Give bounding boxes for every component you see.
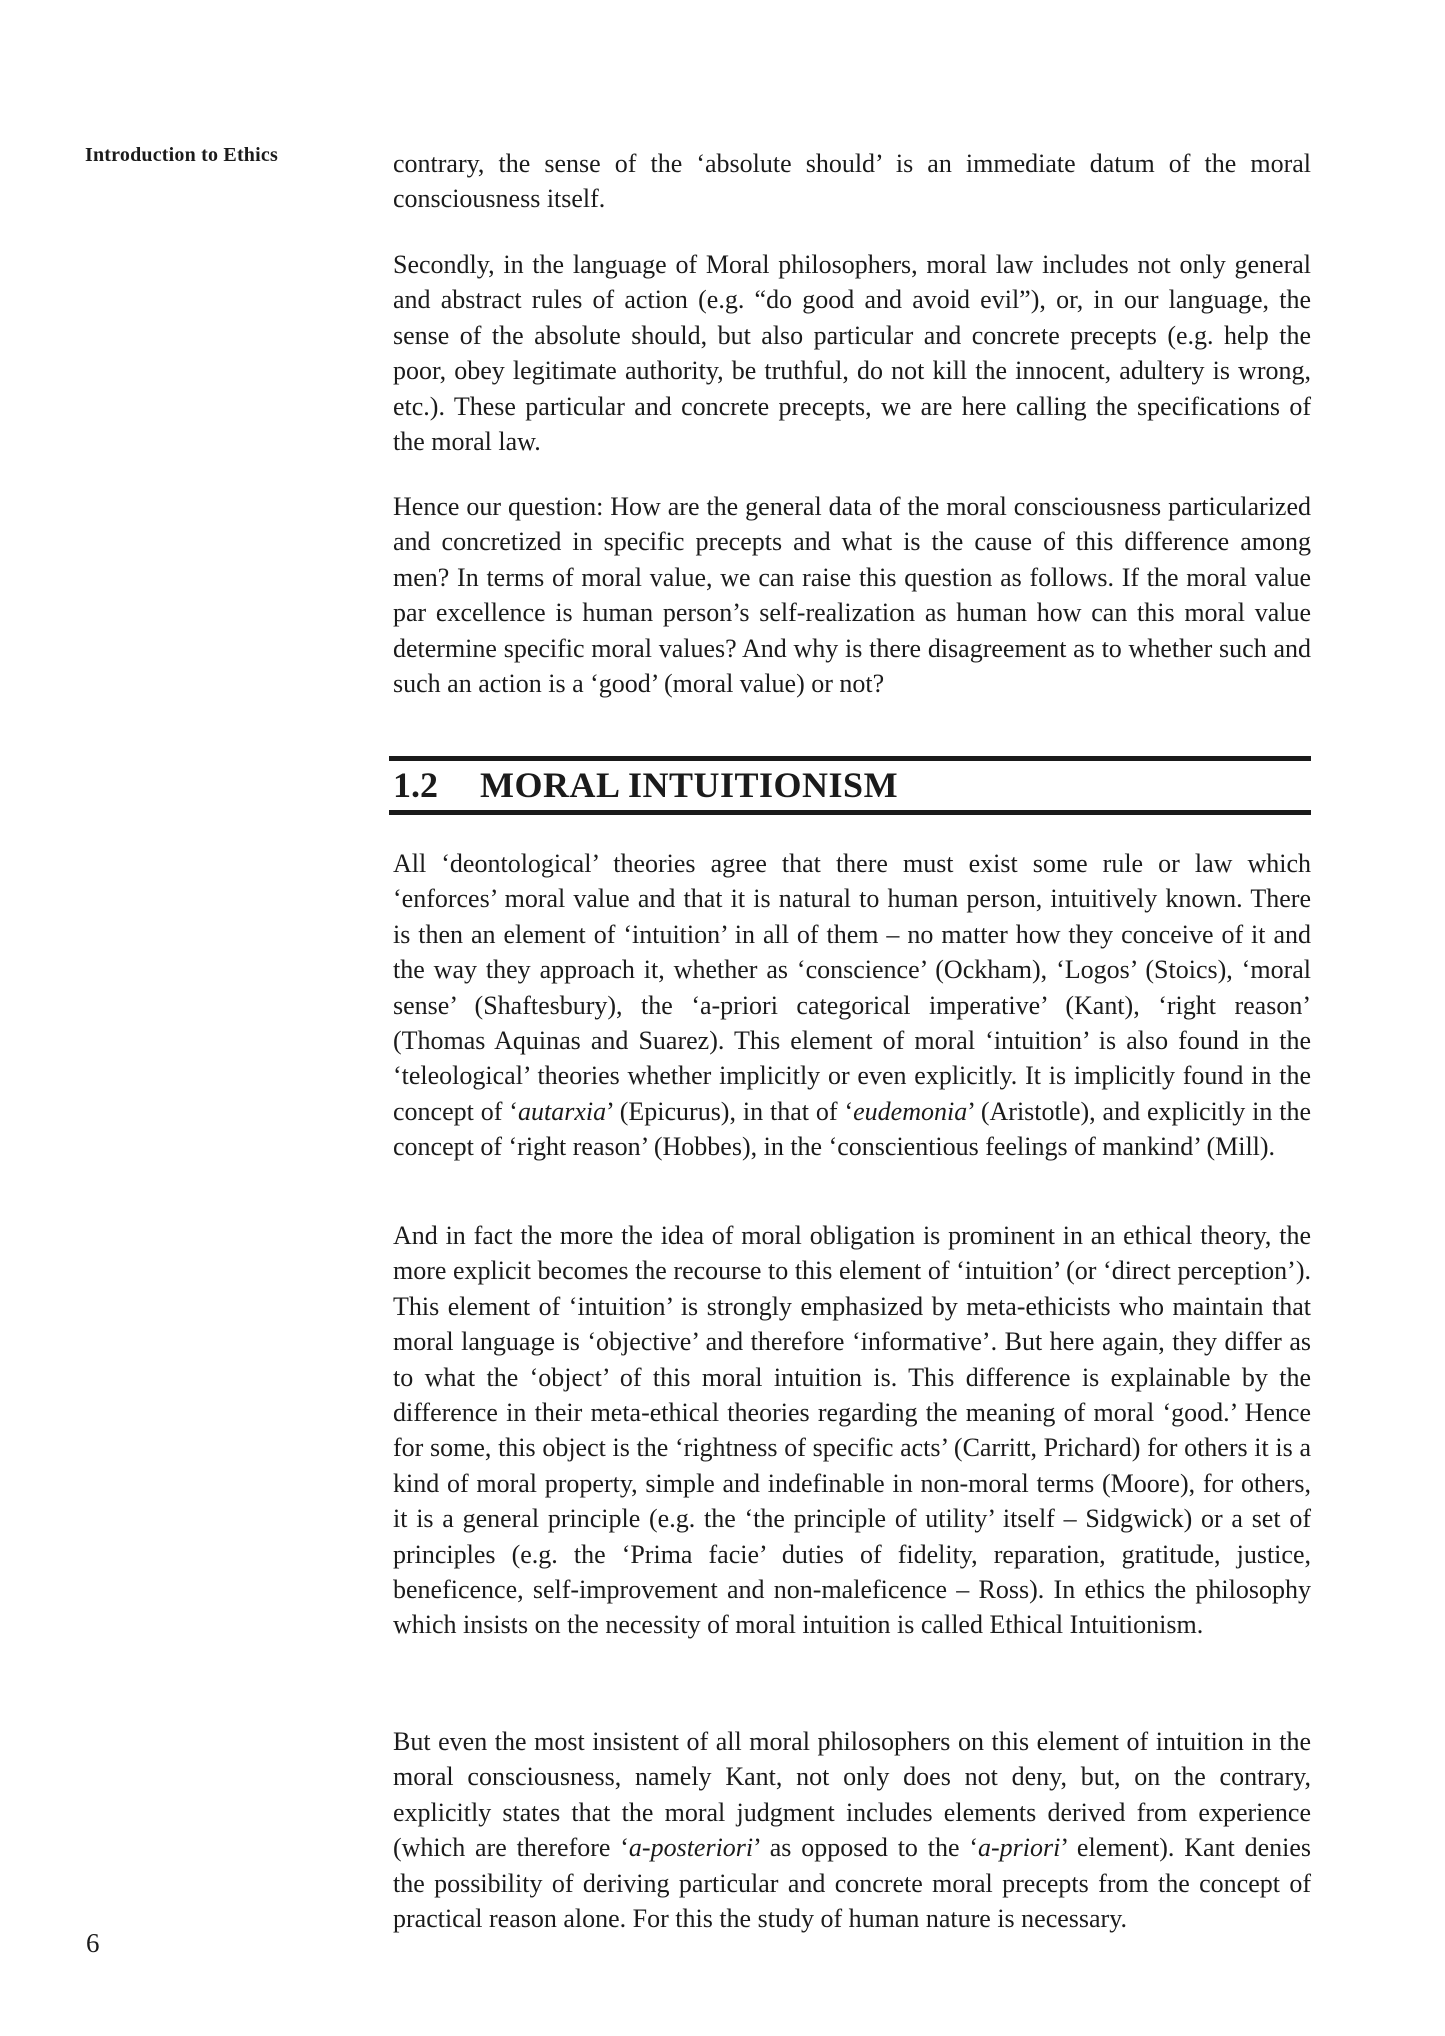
paragraph-kant-intuition: But even the most insistent of all moral philosophers on this element of intuition in the moral consciousness, namely Kant, not only does not deny, but, on the contrary, explicitly states that the moral judgment includes elements derived from experience (which are therefore ‘a-posteriori’ as opposed to the ‘a-priori’ element). Kant denies the possibility of deriving particular and concrete moral precepts from the concept of practical reason alone. For this the study of human nature is necessary. bbox=[393, 1727, 1311, 1934]
main-text-column bbox=[393, 0, 1311, 2036]
paragraph-hence-our-question: Hence our question: How are the general data of the moral consciousness particularized and concretized in specific precepts and what is the cause of this difference among men? In terms of moral value, we can raise this question as follows. If the moral value par excellence is human person’s self-realization as human how can this moral value determine specific moral values? And why is there disagreement as to whether such and such an action is a ‘good’ (moral value) or not? bbox=[393, 492, 1311, 699]
running-header: Introduction to Ethics bbox=[85, 144, 278, 166]
paragraph-contrary-sense: contrary, the sense of the ‘absolute should’ is an immediate datum of the moral consciousness itself. bbox=[393, 149, 1311, 214]
section-number: 1.2 bbox=[393, 765, 438, 805]
section-heading bbox=[389, 756, 1311, 815]
paragraph-deontological-theories: All ‘deontological’ theories agree that there must exist some rule or law which ‘enforces’ moral value and that it is natural to human person, intuitively known. There is then an element of ‘intuition’ in all of them – no matter how they conceive of it and the way they approach it, whether as ‘conscience’ (Ockham), ‘Logos’ (Stoics), ‘moral sense’ (Shaftesbury), the ‘a-priori categorical imperative’ (Kant), ‘right reason’ (Thomas Aquinas and Suarez). This element of moral ‘intuition’ is also found in the ‘teleological’ theories whether implicitly or even explicitly. It is implicitly found in the concept of ‘autarxia’ (Epicurus), in that of ‘eudemonia’ (Aristotle), and explicitly in the concept of ‘right reason’ (Hobbes), in the ‘conscientious feelings of mankind’ (Mill). bbox=[393, 849, 1312, 1162]
paragraph-secondly-moral-law: Secondly, in the language of Moral philosophers, moral law includes not only general and abstract rules of action (e.g. “do good and avoid evil”), or, in our language, the sense of the absolute should, but also particular and concrete precepts (e.g. help the poor, obey legitimate authority, be truthful, do not kill the innocent, adultery is wrong, etc.). These particular and concrete precepts, we are here calling the specifications of the moral law. bbox=[393, 250, 1311, 457]
section-title: MORAL INTUITIONISM bbox=[480, 765, 899, 805]
paragraph-moral-obligation: And in fact the more the idea of moral obligation is prominent in an ethical theory, the more explicit becomes the recourse to this element of ‘intuition’ (or ‘direct perception’). This element of ‘intuition’ is strongly emphasized by meta-ethicists who maintain that moral language is ‘objective’ and therefore ‘informative’. But here again, they differ as to what the ‘object’ of this moral intuition is. This difference is explainable by the difference in their meta-ethical theories regarding the meaning of moral ‘good.’ Hence for some, this object is the ‘rightness of specific acts’ (Carritt, Prichard) for others it is a kind of moral property, simple and indefinable in non-moral terms (Moore), for others, it is a general principle (e.g. the ‘the principle of utility’ itself – Sidgwick) or a set of principles (e.g. the ‘Prima facie’ duties of fidelity, reparation, gratitude, justice, beneficence, self-improvement and non-maleficence – Ross). In ethics the philosophy which insists on the necessity of moral intuition is called Ethical Intuitionism. bbox=[393, 1221, 1311, 1640]
page-number: 6 bbox=[86, 1928, 100, 1958]
